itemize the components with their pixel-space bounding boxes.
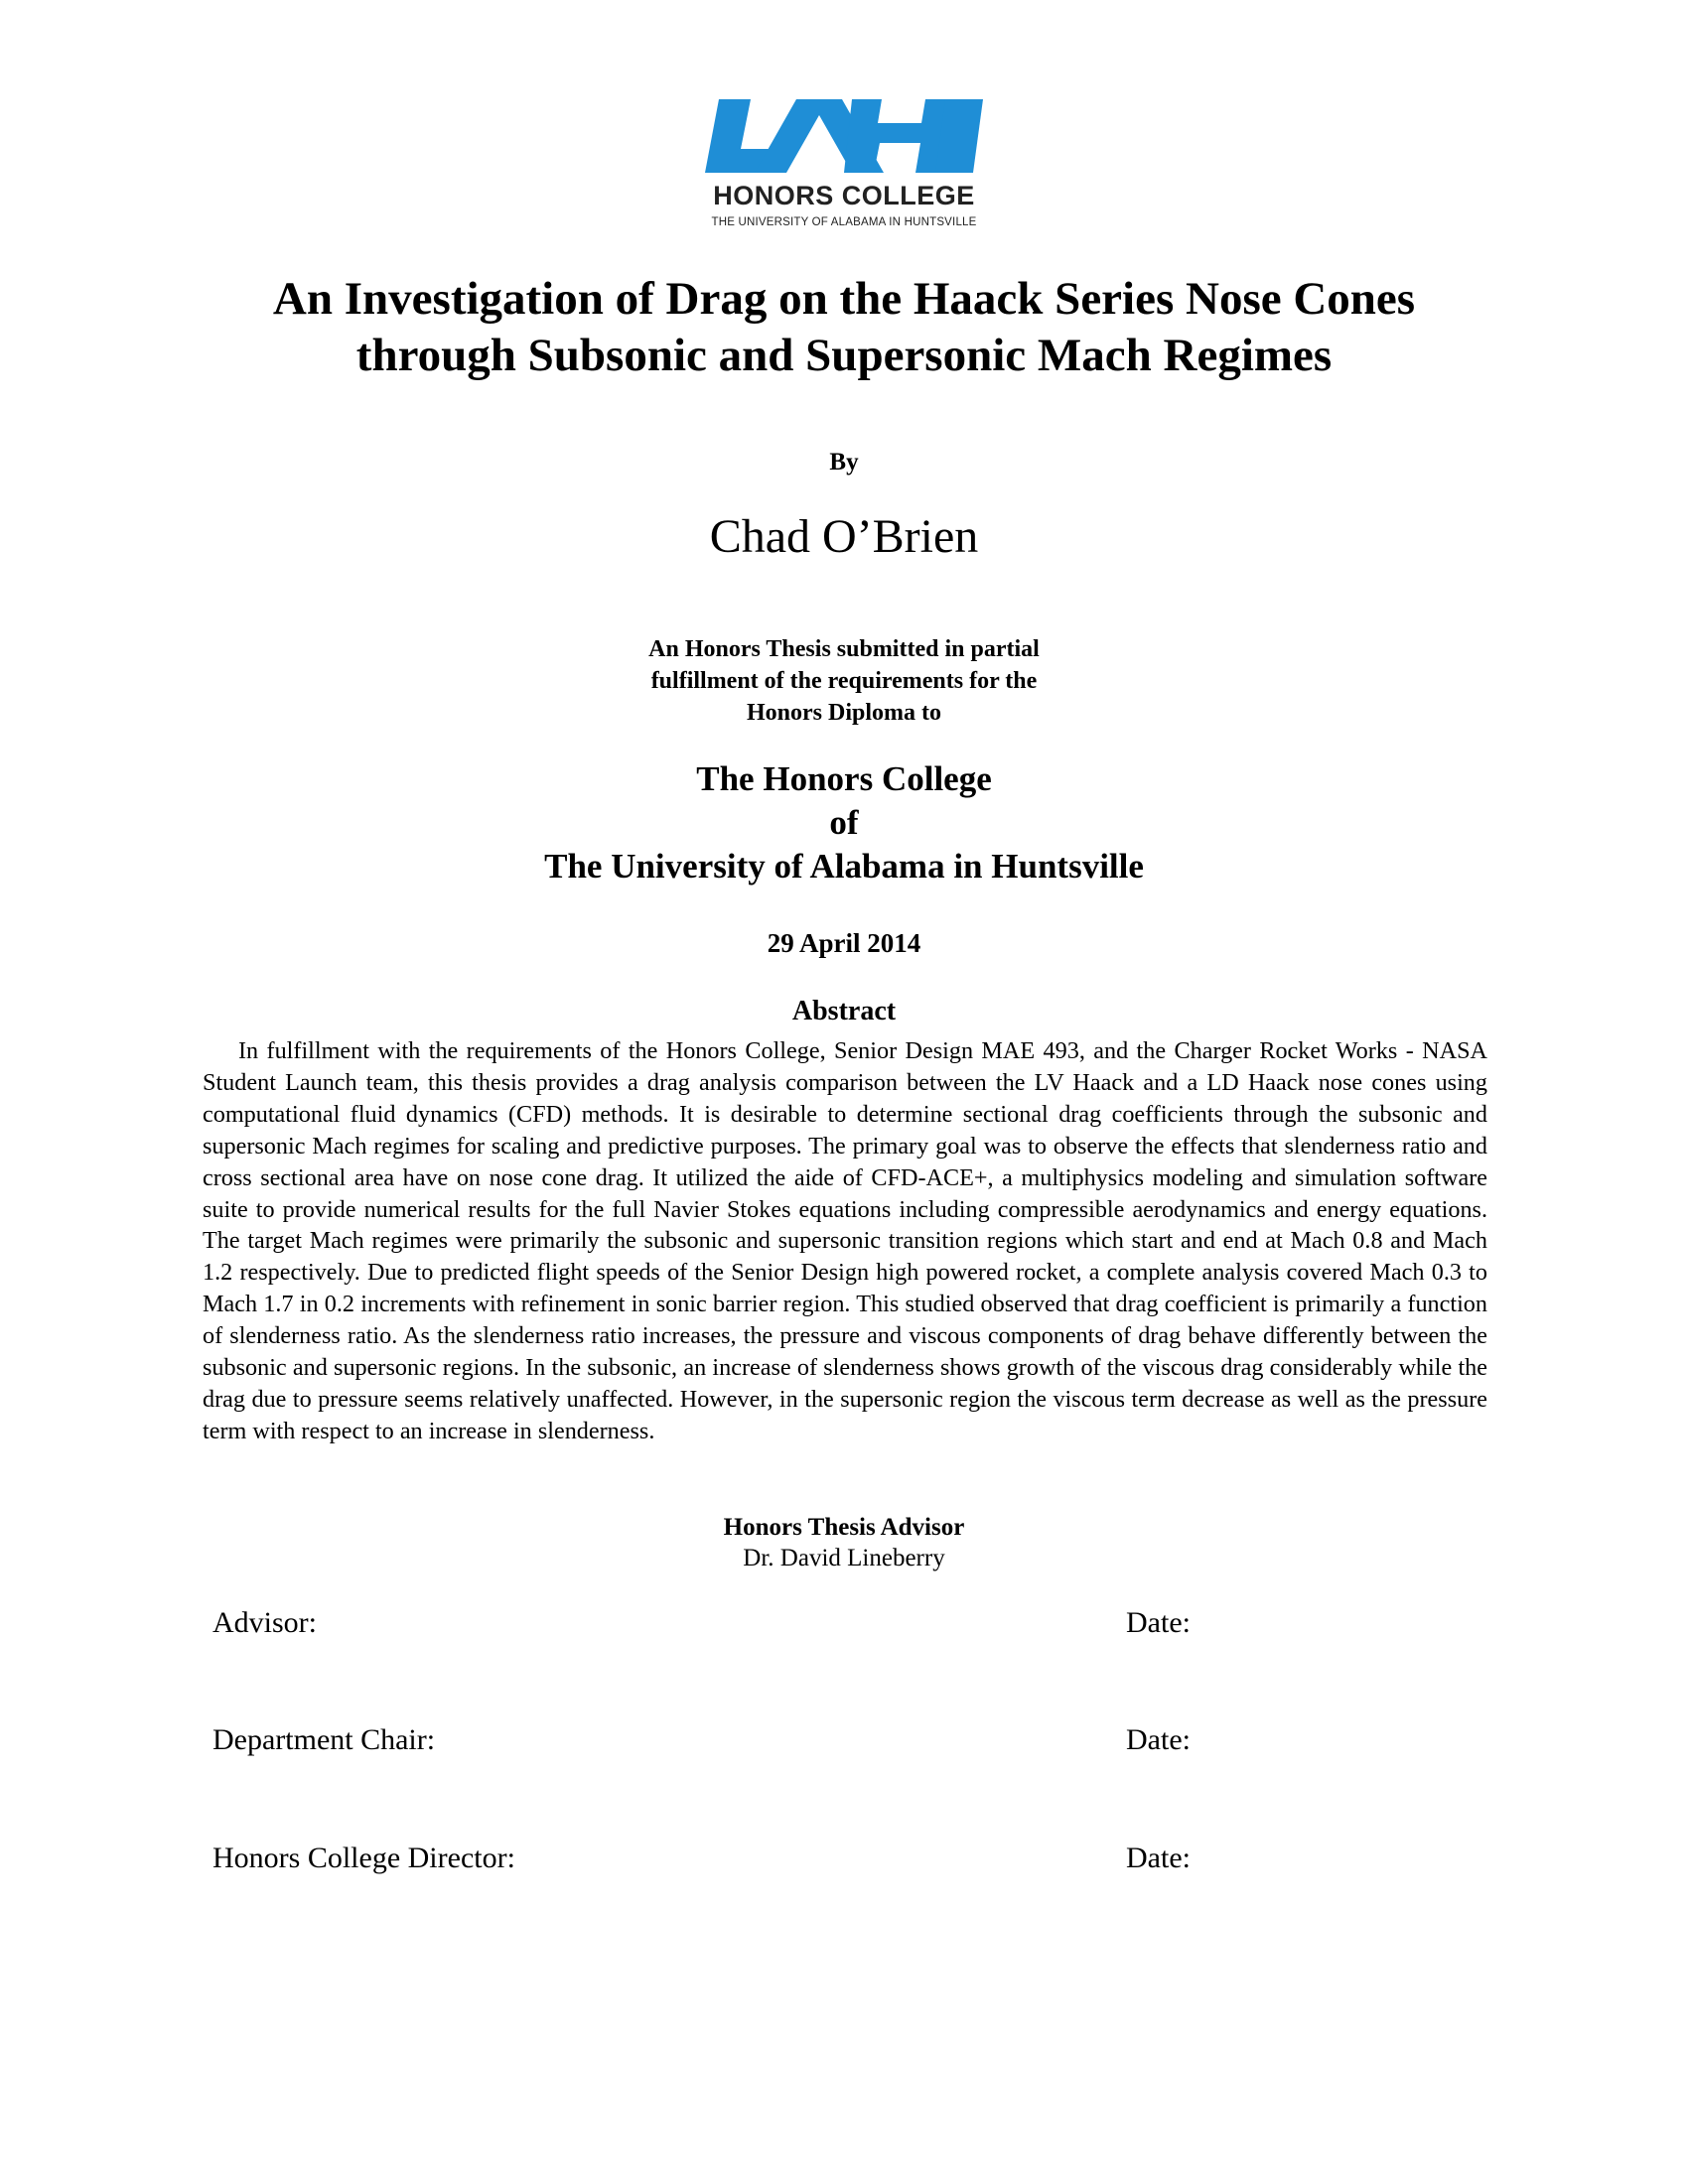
signature-row-chair <box>0 1723 1688 1763</box>
submission-line-1: An Honors Thesis submitted in partial <box>648 636 1040 662</box>
advisor-name: Dr. David Lineberry <box>743 1545 945 1571</box>
advisor-heading: Honors Thesis Advisor <box>723 1514 965 1541</box>
abstract-heading: Abstract <box>791 996 897 1026</box>
chair-date-label: Date: <box>1126 1723 1191 1756</box>
signature-row-director <box>0 1842 1688 1881</box>
thesis-title-line-2: through Subsonic and Supersonic Mach Regimes <box>355 330 1333 381</box>
thesis-title-line-1: An Investigation of Drag on the Haack Series Nose Cones <box>272 273 1416 325</box>
uah-logo-mark-icon <box>685 95 1003 185</box>
submission-line-2: fulfillment of the requirements for the <box>650 668 1038 694</box>
submission-date: 29 April 2014 <box>767 928 921 958</box>
logo-university-name: THE UNIVERSITY OF ALABAMA IN HUNTSVILLE <box>711 216 977 228</box>
chair-signature-label: Department Chair: <box>212 1723 436 1756</box>
submission-statement <box>0 633 1688 729</box>
institution-name <box>0 757 1688 888</box>
director-signature-label: Honors College Director: <box>212 1842 515 1874</box>
advisor-date-label: Date: <box>1126 1606 1191 1639</box>
abstract-body: In fulfillment with the requirements of the Honors College, Senior Design MAE 493, and the Charger Rocket Works - NASA Student Launch team, this thesis provides a drag analysis comparison between the LV Haack and a LD Haack nose cones using computational fluid dynamics (CFD) methods. It is desirable to determine sectional drag coefficients through the subsonic and supersonic Mach regimes for scaling and predictive purposes. The primary goal was to observe the effects that slenderness ratio and cross sectional area have on nose cone drag. It utilized the aide of CFD-ACE+, a multiphysics modeling and simulation software suite to provide numerical results for the full Navier Stokes equations including compressible aerodynamics and energy equations. The target Mach regimes were primarily the subsonic and supersonic transition regions which start and end at Mach 0.8 and Mach 1.2 respectively. Due to predicted flight speeds of the Senior Design high powered rocket, a complete analysis covered Mach 0.3 to Mach 1.7 in 0.2 increments with refinement in sonic barrier region. This studied observed that drag coefficient is primarily a function of slenderness ratio. As the slenderness ratio increases, the pressure and viscous components of drag behave differently between the subsonic and supersonic regions. In the subsonic, an increase of slenderness shows growth of the viscous drag considerably while the drag due to pressure seems relatively unaffected. However, in the supersonic region the viscous term decrease as well as the pressure term with respect to an increase in slenderness. <box>203 1037 1487 1444</box>
thesis-title <box>149 271 1539 384</box>
institution-line-1: The Honors College <box>696 759 992 798</box>
advisor-signature-label: Advisor: <box>212 1606 317 1639</box>
logo-college-name: HONORS COLLEGE <box>713 181 975 210</box>
institution-line-2: of <box>829 803 859 842</box>
uah-honors-logo <box>685 95 1003 234</box>
signature-row-advisor <box>0 1606 1688 1646</box>
by-label: By <box>829 449 859 476</box>
director-date-label: Date: <box>1126 1842 1191 1874</box>
author-name: Chad O’Brien <box>709 510 979 563</box>
institution-line-3: The University of Alabama in Huntsville <box>544 847 1144 886</box>
submission-line-3: Honors Diploma to <box>746 700 941 726</box>
